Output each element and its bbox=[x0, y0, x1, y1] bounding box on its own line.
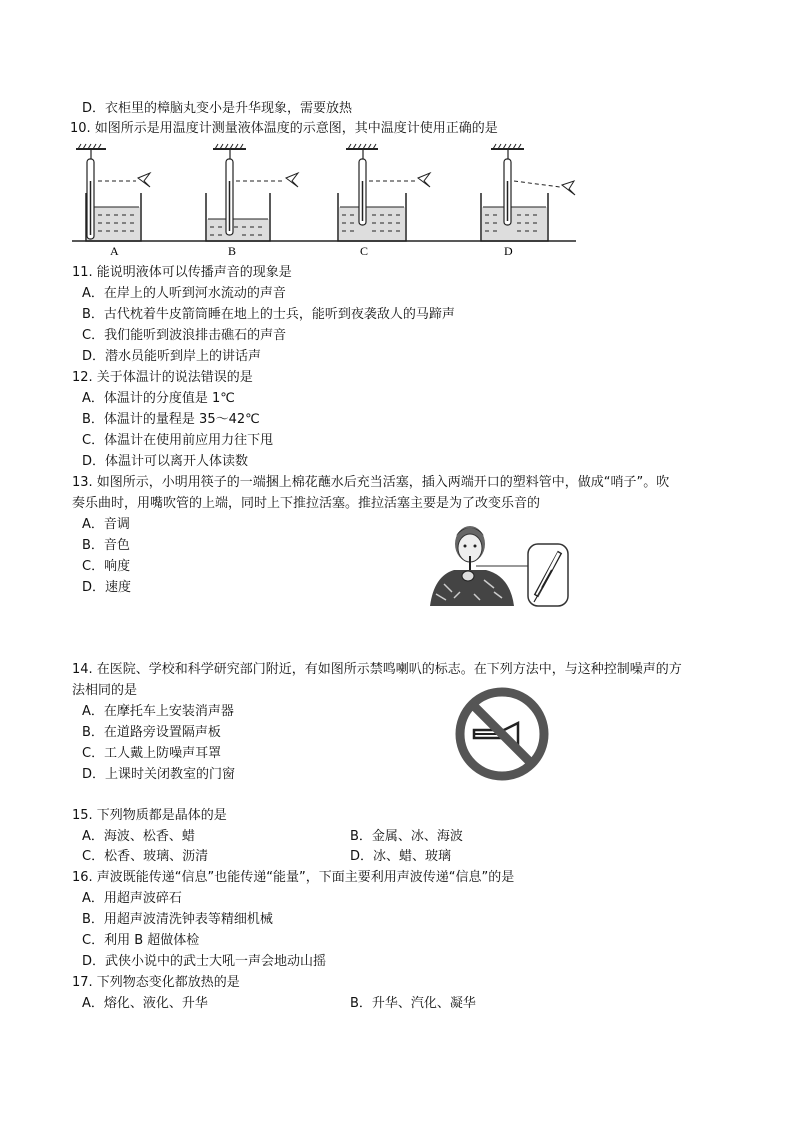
q12-option-c: C．体温计在使用前应用力往下甩 bbox=[82, 433, 274, 448]
q13-stem-line1: 13. 如图所示，小明用筷子的一端捆上棉花蘸水后充当活塞，插入两端开口的塑料管中，做成“哨子”。吹 bbox=[72, 475, 670, 490]
no-horn-sign-icon bbox=[452, 684, 552, 784]
thermometer-figure bbox=[66, 143, 586, 258]
q15-option-c: C．松香、玻璃、沥清 bbox=[82, 849, 209, 864]
q9-option-d: D．衣柜里的樟脑丸变小是升华现象，需要放热 bbox=[82, 101, 353, 116]
q12-stem: 12. 关于体温计的说法错误的是 bbox=[72, 370, 253, 385]
q13-option-b: B．音色 bbox=[82, 538, 130, 553]
q15-option-b: B．金属、冰、海波 bbox=[350, 829, 463, 844]
q14-stem-line2: 法相同的是 bbox=[72, 683, 138, 698]
q14-option-c: C．工人戴上防噪声耳罩 bbox=[82, 746, 222, 761]
label-a: A bbox=[110, 244, 119, 258]
q11-option-d: D．潜水员能听到岸上的讲话声 bbox=[82, 349, 262, 364]
q12-option-b: B．体温计的量程是 35～42℃ bbox=[82, 412, 260, 427]
q11-stem: 11. 能说明液体可以传播声音的现象是 bbox=[72, 265, 292, 280]
boy-whistle-illustration bbox=[424, 514, 574, 610]
q16-option-a: A．用超声波碎石 bbox=[82, 891, 182, 906]
q17-option-b: B．升华、汽化、凝华 bbox=[350, 996, 476, 1011]
q12-option-a: A．体温计的分度值是 1℃ bbox=[82, 391, 235, 406]
q14-stem-line1: 14. 在医院、学校和科学研究部门附近，有如图所示禁鸣喇叭的标志。在下列方法中，与这种控制噪声的方 bbox=[72, 662, 682, 677]
q16-option-b: B．用超声波清洗钟表等精细机械 bbox=[82, 912, 273, 927]
q14-option-d: D．上课时关闭教室的门窗 bbox=[82, 767, 236, 782]
q13-stem-line2: 奏乐曲时，用嘴吹管的上端，同时上下推拉活塞。推拉活塞主要是为了改变乐音的 bbox=[72, 496, 541, 511]
q13-option-d: D．速度 bbox=[82, 580, 132, 595]
q13-option-c: C．响度 bbox=[82, 559, 131, 574]
setup-a bbox=[76, 144, 150, 258]
q15-stem: 15. 下列物质都是晶体的是 bbox=[72, 808, 227, 823]
q11-option-a: A．在岸上的人听到河水流动的声音 bbox=[82, 286, 286, 301]
q15-option-d: D．冰、蜡、玻璃 bbox=[350, 849, 452, 864]
q16-option-d: D．武侠小说中的武士大吼一声会地动山摇 bbox=[82, 954, 327, 969]
q12-option-d: D．体温计可以离开人体读数 bbox=[82, 454, 249, 469]
q16-option-c: C．利用 B 超做体检 bbox=[82, 933, 200, 948]
q14-option-a: A．在摩托车上安装消声器 bbox=[82, 704, 234, 719]
q17-stem: 17. 下列物态变化都放热的是 bbox=[72, 975, 240, 990]
label-b: B bbox=[228, 244, 237, 258]
q15-option-a: A．海波、松香、蜡 bbox=[82, 829, 195, 844]
q10-stem: 10. 如图所示是用温度计测量液体温度的示意图，其中温度计使用正确的是 bbox=[70, 121, 498, 136]
q11-option-b: B．古代枕着牛皮箭筒睡在地上的士兵，能听到夜袭敌人的马蹄声 bbox=[82, 307, 455, 322]
q17-option-a: A．熔化、液化、升华 bbox=[82, 996, 208, 1011]
q16-stem: 16. 声波既能传递“信息”也能传递“能量”，下面主要利用声波传递“信息”的是 bbox=[72, 870, 515, 885]
q11-option-c: C．我们能听到波浪排击礁石的声音 bbox=[82, 328, 287, 343]
label-d: D bbox=[504, 244, 513, 258]
q13-option-a: A．音调 bbox=[82, 517, 130, 532]
label-c: C bbox=[360, 244, 369, 258]
q14-option-b: B．在道路旁设置隔声板 bbox=[82, 725, 221, 740]
